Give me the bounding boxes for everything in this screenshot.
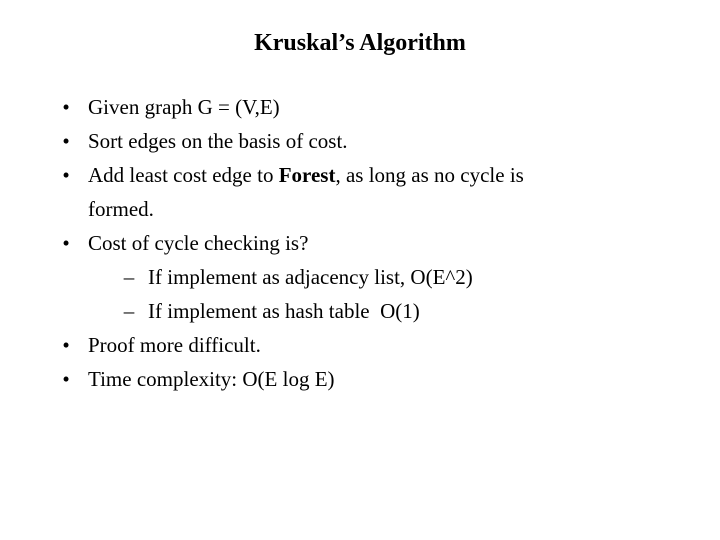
bullet-marker: • [62,367,70,391]
bullet-marker: • [62,129,70,153]
bullet-text: Proof more difficult. [88,333,261,357]
bullet-item [0,90,720,124]
sub-bullet-marker: – [123,299,135,323]
sub-bullet-marker: – [123,265,135,289]
bullet-text: Given graph G = (V,E) [88,95,280,119]
sub-bullet-text: If implement as hash table O(1) [148,299,420,323]
bullet-item [0,226,720,260]
sub-bullet-text: If implement as adjacency list, O(E^2) [148,265,473,289]
bullet-item [0,124,720,158]
emphasis-text: Forest [278,163,336,187]
bullet-text-part: , as long as no cycle is [335,163,524,187]
bullet-marker: • [62,95,70,119]
sub-bullet-item [0,260,720,294]
bullet-continuation: formed. [88,197,154,221]
slide-title: Kruskal’s Algorithm [254,30,466,56]
bullet-item [0,158,720,226]
bullet-marker: • [62,333,70,357]
bullet-text-part: Add least cost edge to [88,163,279,187]
bullet-marker: • [62,231,70,255]
bullet-item [0,362,720,396]
bullet-marker: • [62,163,70,187]
bullet-item [0,328,720,362]
bullet-text: Cost of cycle checking is? [88,231,309,255]
bullet-text: Sort edges on the basis of cost. [88,129,348,153]
bullet-text: Time complexity: O(E log E) [88,367,335,391]
bullet-text [88,158,608,226]
bullet-list [0,90,720,396]
sub-bullet-item [0,294,720,328]
